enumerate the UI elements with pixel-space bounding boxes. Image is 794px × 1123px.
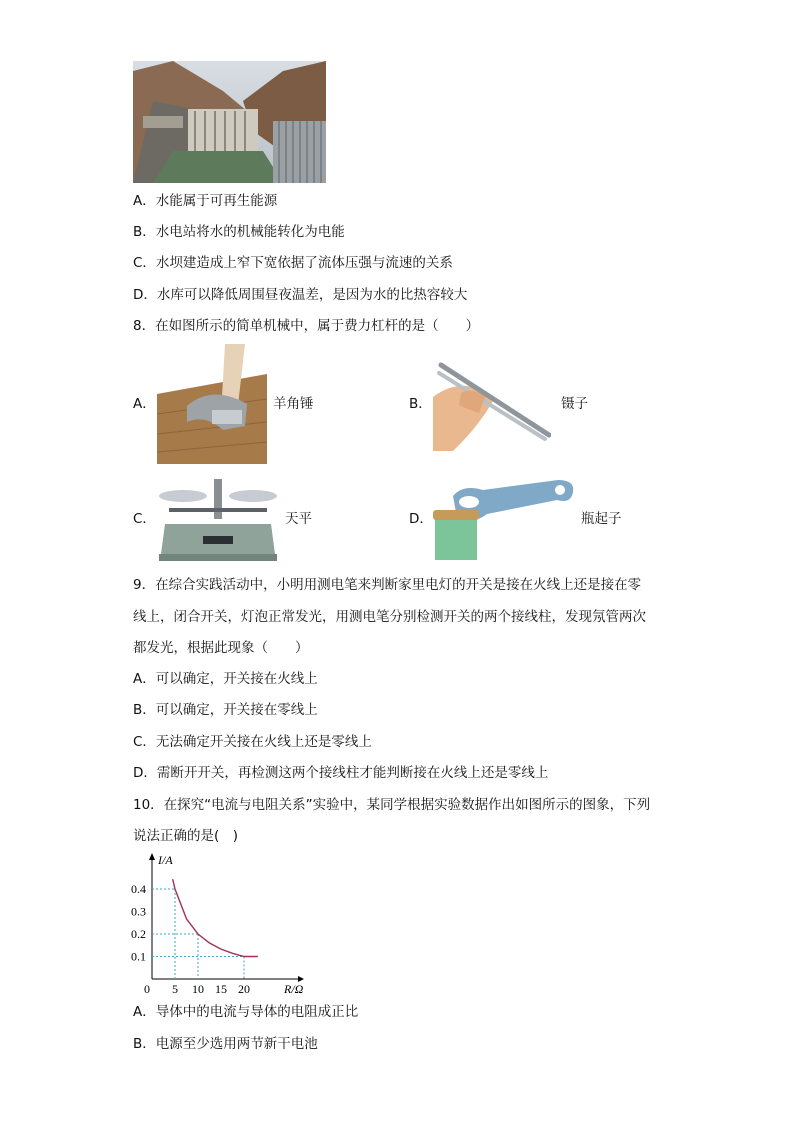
y-tick-label-1: 0.2 (131, 927, 146, 941)
dam-photo (133, 61, 326, 183)
q8-option-b-letter[interactable]: B． (409, 396, 432, 412)
tweezers-image (433, 357, 551, 451)
y-tick-label-3: 0.4 (131, 882, 146, 896)
x-tick-label-2: 10 (192, 982, 204, 996)
y-axis-label: I/A (158, 853, 173, 867)
q7-option-a[interactable]: A．水能属于可再生能源 (133, 193, 278, 209)
balance-scale-image (157, 474, 279, 561)
x-tick-label-3: 15 (215, 982, 227, 996)
q7-option-b[interactable]: B．水电站将水的机械能转化为电能 (133, 224, 345, 240)
q8-option-c-letter[interactable]: C． (133, 511, 156, 527)
q9-stem-line-1: 9．在综合实践活动中，小明用测电笔来判断家里电灯的开关是接在火线上还是接在零 (133, 577, 642, 593)
claw-hammer-image (157, 344, 267, 464)
q7-option-d[interactable]: D．水库可以降低周围昼夜温差，是因为水的比热容较大 (133, 287, 468, 303)
current-resistance-chart (128, 848, 318, 998)
q9-stem-line-2: 线上，闭合开关，灯泡正常发光，用测电笔分别检测开关的两个接线柱，发现氖管两次 (133, 609, 646, 625)
q9-option-c[interactable]: C．无法确定开关接在火线上还是零线上 (133, 734, 372, 750)
q10-option-b[interactable]: B．电源至少选用两节新干电池 (133, 1036, 318, 1052)
q8-option-d-letter[interactable]: D． (409, 511, 433, 527)
q7-option-c[interactable]: C．水坝建造成上窄下宽依据了流体压强与流速的关系 (133, 255, 453, 271)
q8-option-a-name: 羊角锤 (273, 396, 314, 412)
y-axis-arrow (149, 853, 155, 860)
x-axis-label: R/Ω (284, 982, 304, 996)
y-tick-label-0: 0.1 (131, 949, 146, 964)
q8-stem: 8．在如图所示的简单机械中，属于费力杠杆的是（ ） (133, 318, 480, 334)
x-tick-label-4: 20 (238, 982, 250, 996)
q8-option-d-name: 瓶起子 (581, 511, 622, 527)
y-tick-label-2: 0.3 (131, 904, 146, 919)
x-tick-label-1: 5 (172, 982, 178, 996)
bottle-opener-image (433, 476, 576, 560)
q8-option-a-letter[interactable]: A． (133, 396, 156, 412)
q8-option-c-name: 天平 (285, 511, 312, 527)
x-tick-label-0: 0 (144, 982, 150, 996)
q10-stem-line-2: 说法正确的是( ) (133, 828, 239, 844)
q9-option-d[interactable]: D．需断开开关，再检测这两个接线柱才能判断接在火线上还是零线上 (133, 765, 549, 781)
q9-option-a[interactable]: A．可以确定，开关接在火线上 (133, 671, 318, 687)
q10-stem-line-1: 10．在探究“电流与电阻关系”实验中，某同学根据实验数据作出如图所示的图象，下列 (133, 797, 651, 813)
q9-option-b[interactable]: B．可以确定，开关接在零线上 (133, 702, 318, 718)
q9-stem-line-3: 都发光，根据此现象（ ） (133, 640, 309, 656)
q10-option-a[interactable]: A．导体中的电流与导体的电阻成正比 (133, 1004, 359, 1020)
q8-option-b-name: 镊子 (561, 396, 588, 412)
data-curve (173, 879, 258, 956)
